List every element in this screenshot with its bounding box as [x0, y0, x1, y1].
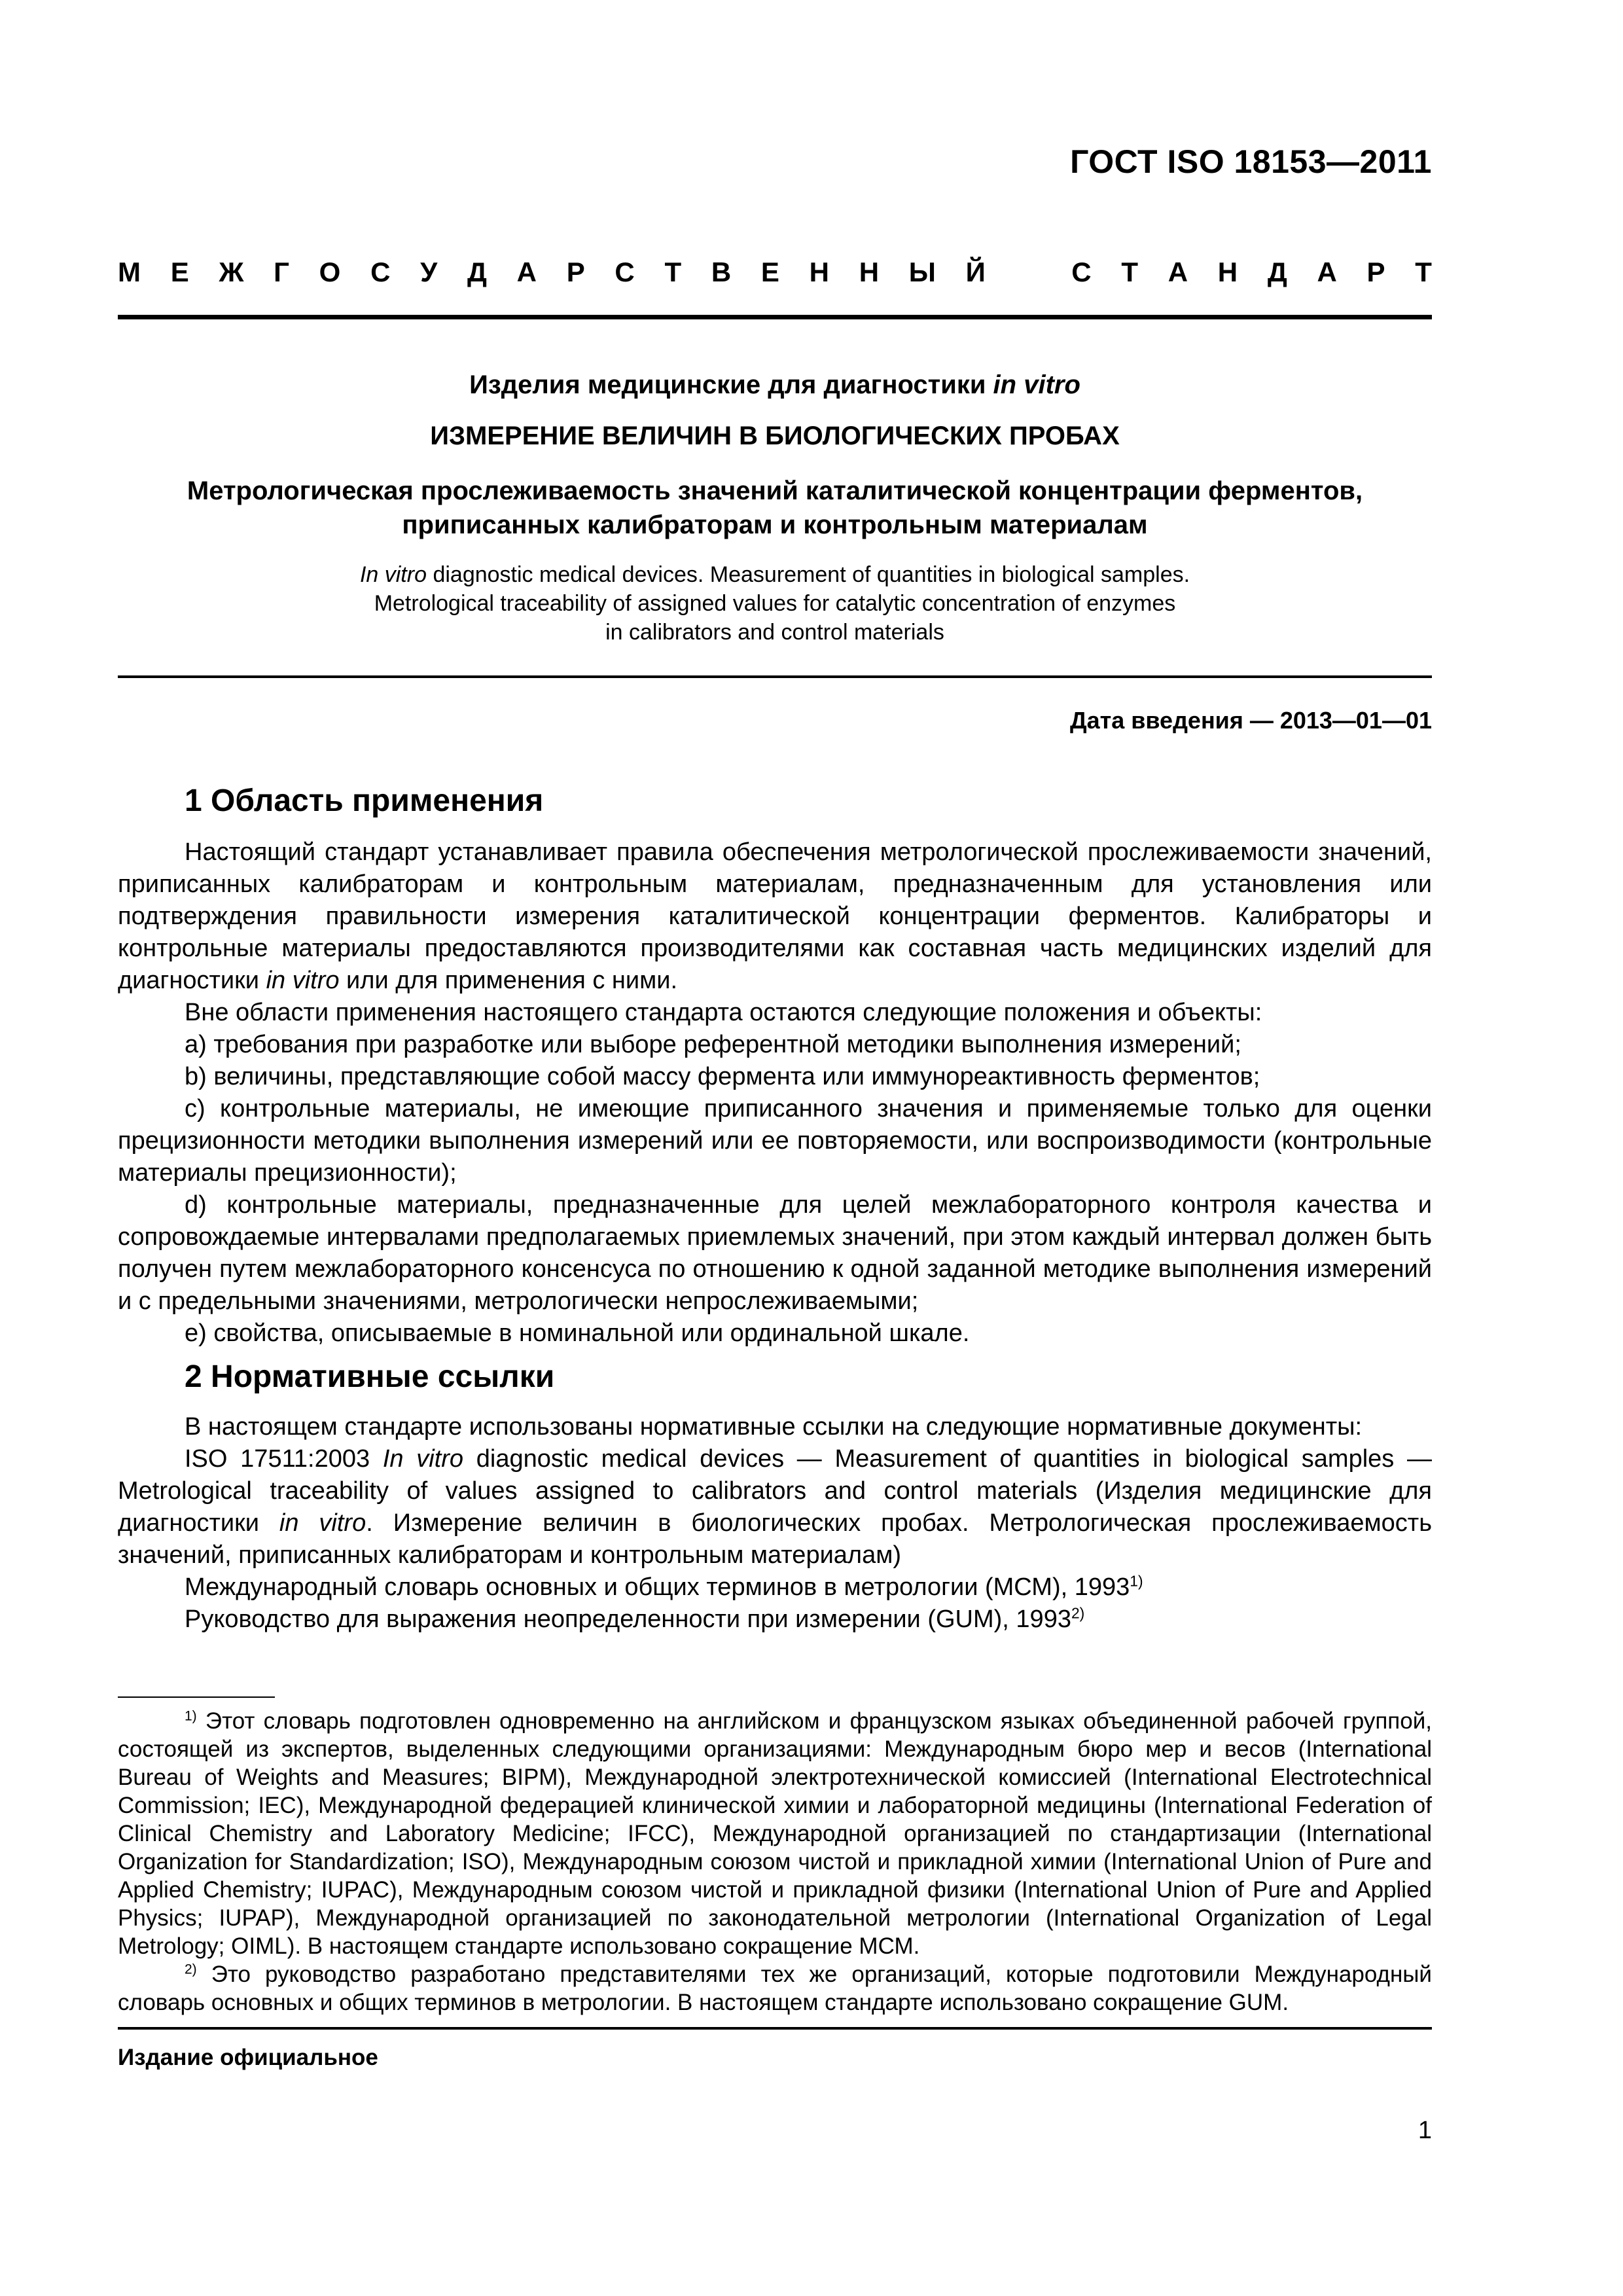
banner-letter: В	[711, 257, 732, 287]
section-2-paragraph-1: В настоящем стандарте использованы нормативные ссылки на следующие нормативные документы:	[185, 1413, 1363, 1441]
banner-letter: О	[319, 257, 341, 287]
page-number: 1	[1418, 2117, 1432, 2144]
banner-letter: А	[1168, 257, 1188, 287]
section-1-title: 1 Область применения	[185, 783, 544, 818]
vim-reference: Международный словарь основных и общих терминов в метрологии (МСМ), 1993$^{1)}$	[185, 1572, 1143, 1601]
footnote-rule	[118, 1696, 275, 1698]
section-1-body	[118, 836, 1432, 1350]
banner-letter: Г	[274, 257, 289, 287]
title-line-1: Изделия медицинские для диагностики in vitro	[469, 370, 1080, 399]
banner-letter: А	[516, 257, 537, 287]
list-item-d: d) контрольные материалы, предназначенные для целей межлабораторного контроля качества и сопровождаемые интервалами предполагаемых приемлемых значений, при этом каждый интервал должен быть получен путем межлабораторного консенсуса по отношению к одной заданной методике выполнения измерений и с предельными значениями, метрологически непрослеживаемыми;	[118, 1191, 1432, 1315]
list-item-c: c) контрольные материалы, не имеющие приписанного значения и применяемые только для оценки прецизионности методики выполнения измерений или ее повторяемости, или воспроизводимости (контрольные материалы прецизионности);	[118, 1095, 1432, 1187]
title-line-2: ИЗМЕРЕНИЕ ВЕЛИЧИН В БИОЛОГИЧЕСКИХ ПРОБАХ	[430, 422, 1120, 450]
footnote-1: $^{1)}$ Этот словарь подготовлен одновременно на английском и французском языках объединенной рабочей группой, состоящей из экспертов, выделенных следующими организациями: Международным бюро мер и весов (International Bureau of Weights and Measures; BIPM), Международной электротехнической комиссией (International Electrotechnical Commission; IEC), Международной федерацией клинической химии и лабораторной медицины (International Federation of Clinical Chemistry and Laboratory Medicine; IFCC), Международной организацией по стандартизации (International Organization for Standardization; ISO), Международным союзом чистой и прикладной химии (International Union of Pure and Applied Chemistry; IUPAC), Международным союзом чистой и прикладной физики (International Union of Pure and Applied Physics; IUPAP), Международной организацией по законодательной метрологии (International Organization of Legal Metrology; OIML). В настоящем стандарте использовано сокращение МСМ.	[118, 1708, 1432, 1959]
section-2-title: 2 Нормативные ссылки	[185, 1359, 555, 1394]
title-rule	[118, 675, 1432, 678]
banner-letter: Р	[566, 257, 585, 287]
english-title: In vitro diagnostic medical devices. Measurement of quantities in biological samples. Metrological traceability of assigned values for catalytic concentration of enzymes in calibrators and control materials	[359, 562, 1190, 645]
banner-letter: Н	[1217, 257, 1238, 287]
banner-letter: Ы	[908, 257, 936, 287]
banner-letter: Е	[760, 257, 779, 287]
footnote-2: $^{2)}$ Это руководство разработано представителями тех же организаций, которые подготовили Международный словарь основных и общих терминов в метрологии. В настоящем стандарте использовано сокращение GUM.	[118, 1962, 1432, 2015]
list-item-a: a) требования при разработке или выборе референтной методики выполнения измерений;	[185, 1031, 1241, 1058]
section-1-paragraph-2: Вне области применения настоящего стандарта остаются следующие положения и объекты:	[185, 999, 1262, 1026]
banner-letter: Р	[1366, 257, 1385, 287]
section-2-body	[118, 1411, 1432, 1636]
banner-letter: У	[420, 257, 438, 287]
list-item-b: b) величины, представляющие собой массу фермента или иммунореактивность ферментов;	[185, 1063, 1260, 1090]
banner-letter: Т	[664, 257, 682, 287]
banner-letter: Т	[1415, 257, 1432, 287]
banner-letter: Й	[965, 257, 986, 287]
interstate-standard-banner	[118, 257, 1432, 302]
introduction-date: Дата введения — 2013—01—01	[1069, 707, 1432, 734]
header-rule	[118, 315, 1432, 319]
banner-space	[1016, 257, 1042, 302]
banner-letter: Н	[809, 257, 829, 287]
gum-reference: Руководство для выражения неопределенности при измерении (GUM), 1993$^{2)}$	[185, 1604, 1085, 1633]
official-edition-label: Издание официальное	[118, 2045, 378, 2070]
banner-letter: Д	[467, 257, 487, 287]
title-block	[118, 367, 1432, 647]
banner-letter: С	[615, 257, 635, 287]
banner-letter: С	[370, 257, 391, 287]
document-number: ГОСТ ISO 18153—2011	[1070, 143, 1432, 180]
banner-letter: Н	[859, 257, 880, 287]
list-item-e: e) свойства, описываемые в номинальной или ординальной шкале.	[185, 1319, 970, 1347]
banner-letter: А	[1317, 257, 1337, 287]
footer-rule	[118, 2027, 1432, 2030]
iso-reference: ISO 17511:2003 In vitro diagnostic medical devices — Measurement of quantities in biological samples — Metrological traceability of values assigned to calibrators and control materials (Изделия медицинские для диагностики in vitro. Измерение величин в биологических пробах. Метрологическая прослеживаемость значений, приписанных калибраторам и контрольным материалам)	[118, 1445, 1432, 1569]
banner-letter: С	[1071, 257, 1092, 287]
banner-letter: Е	[170, 257, 189, 287]
banner-letter: Ж	[219, 257, 244, 287]
section-1-paragraph-1: Настоящий стандарт устанавливает правила обеспечения метрологической прослеживаемости значений, приписанных калибраторам и контрольным материалам, предназначенным для установления или подтверждения правильности измерения каталитической концентрации ферментов. Калибраторы и контрольные материалы предоставляются производителями как составная часть медицинских изделий для диагностики in vitro или для применения с ними.	[118, 838, 1432, 994]
banner-letter: Д	[1267, 257, 1287, 287]
footnotes	[118, 1707, 1432, 2017]
banner-letter: М	[118, 257, 141, 287]
banner-letter: Т	[1121, 257, 1138, 287]
title-line-3: Метрологическая прослеживаемость значений каталитической концентрации ферментов, приписанных калибраторам и контрольным материалам	[187, 476, 1363, 539]
